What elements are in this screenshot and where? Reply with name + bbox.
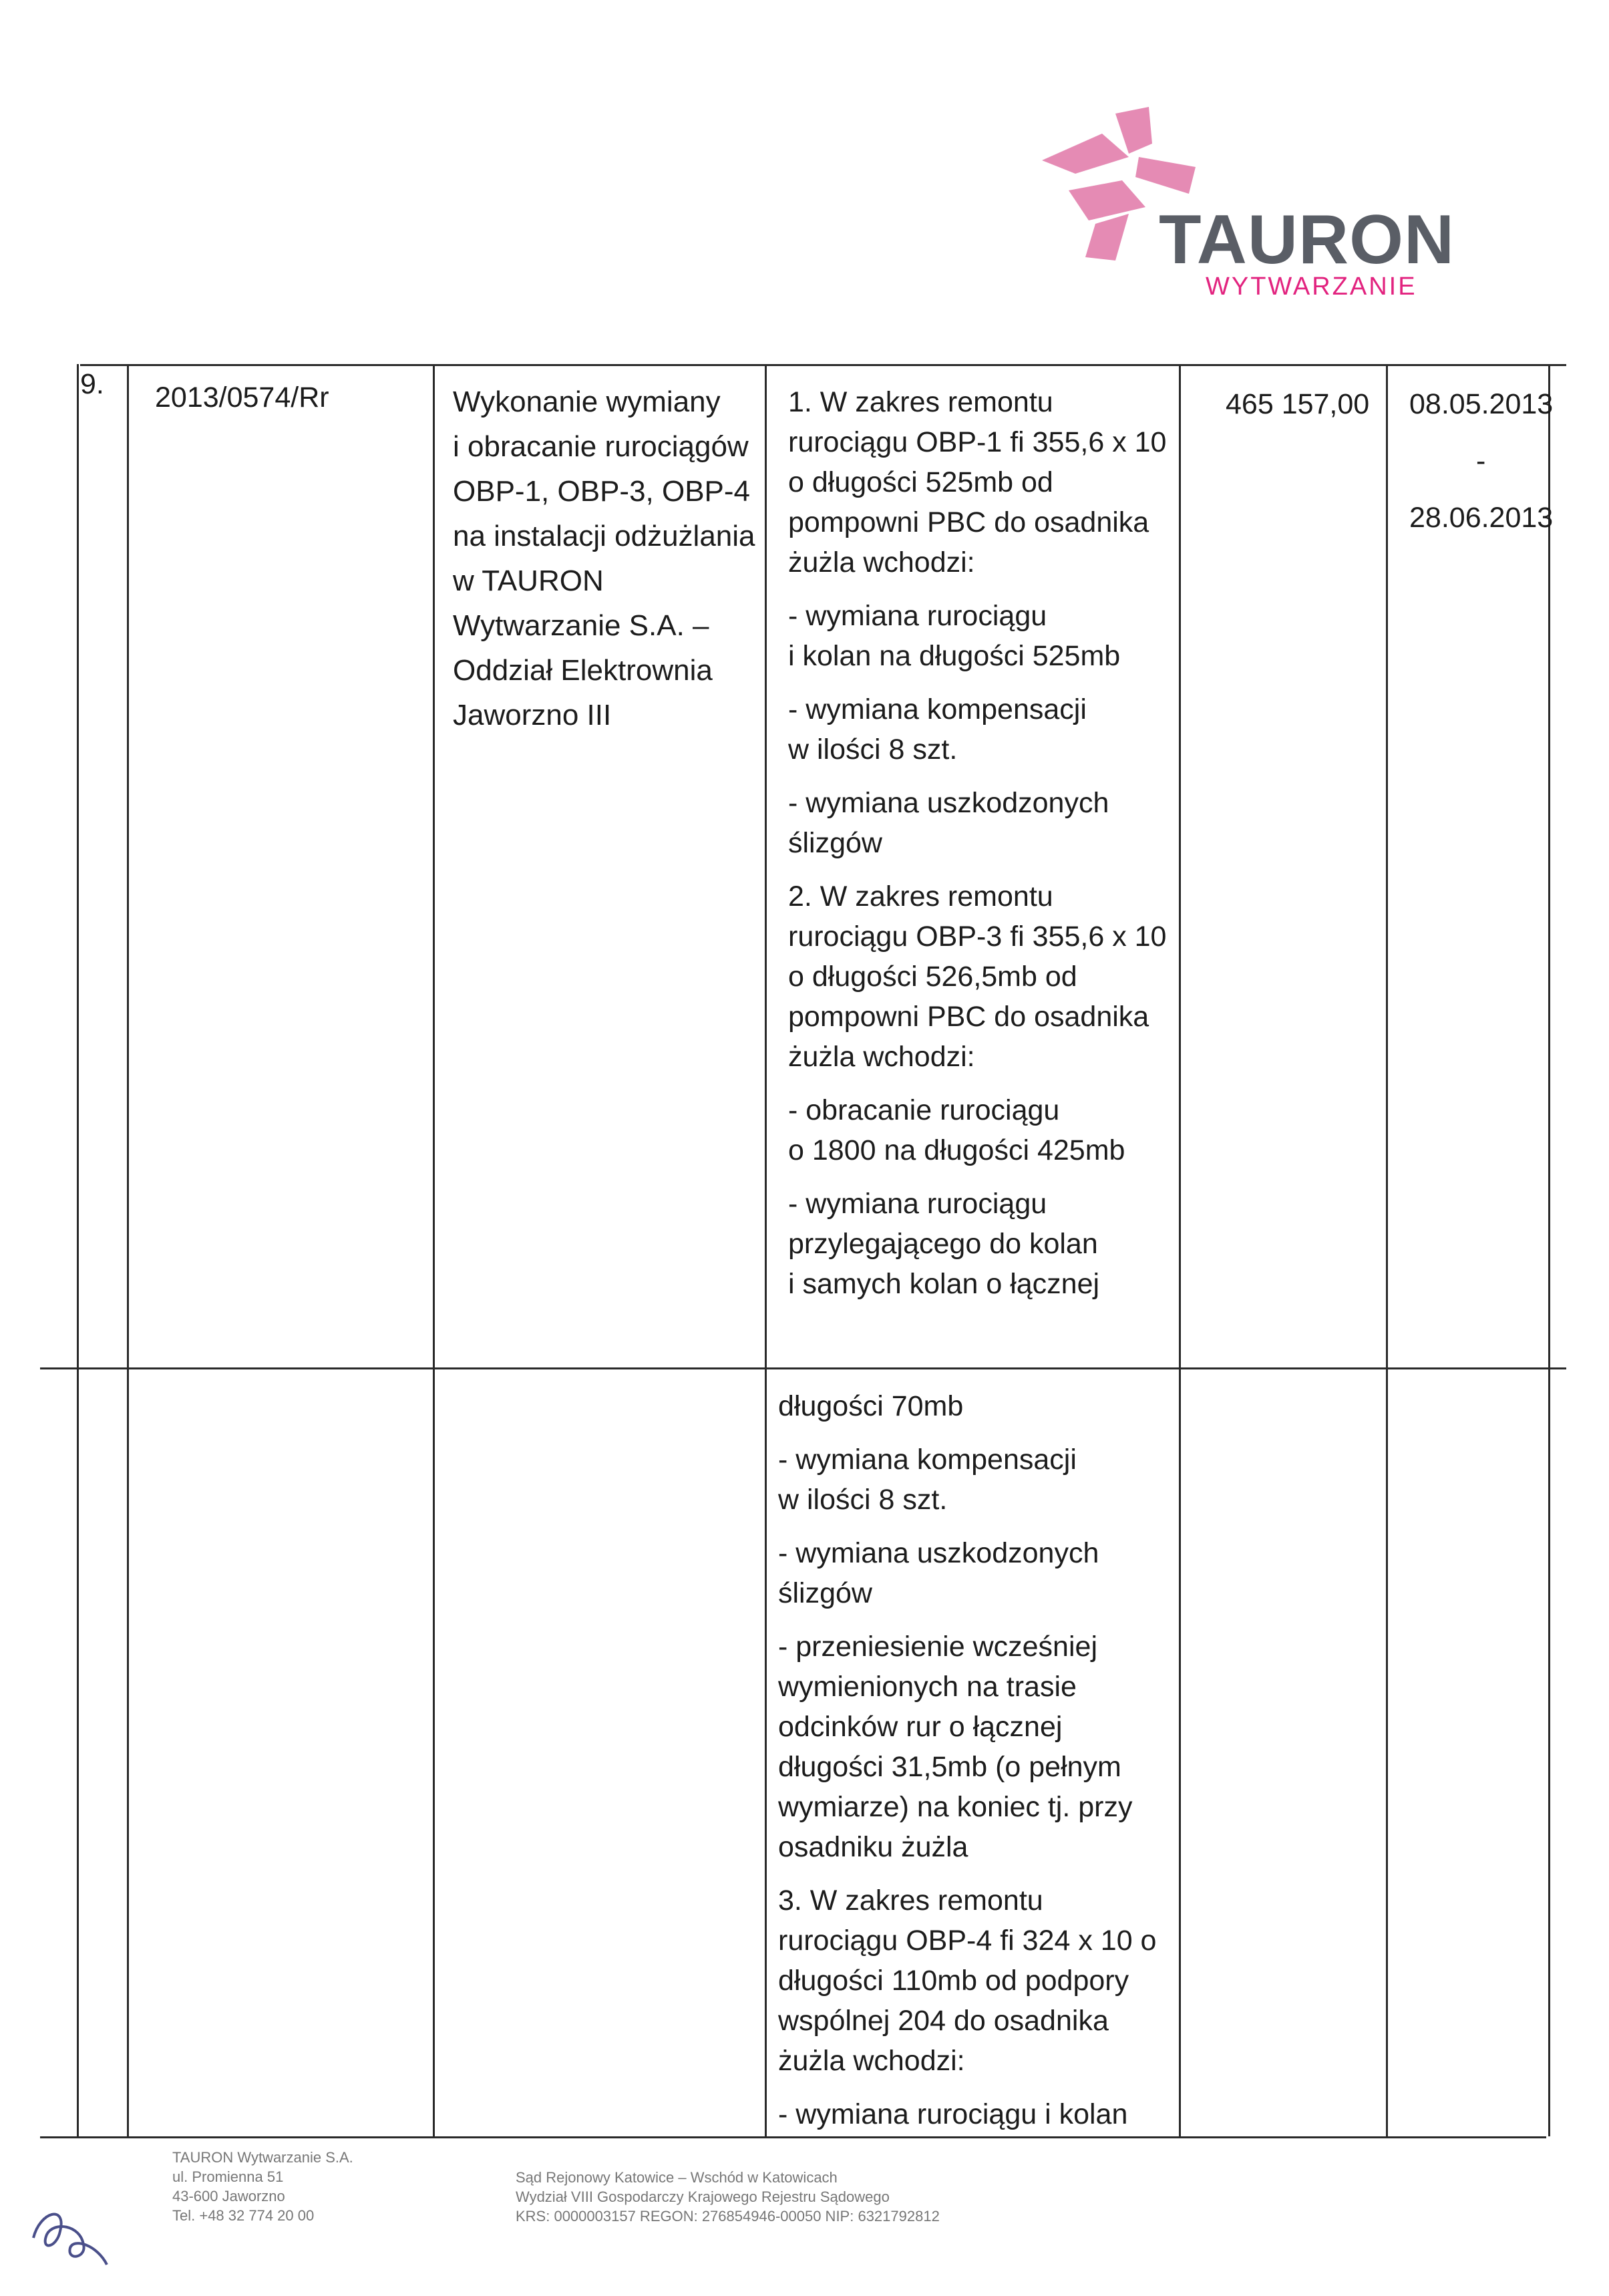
footer-company-address (172, 2148, 353, 2225)
brand-subtitle: WYTWARZANIE (1206, 273, 1417, 301)
scope-paragraph: - wymiana kompensacji w ilości 8 szt. (788, 693, 1087, 766)
col-border-4 (765, 364, 767, 2136)
subject-line: Wykonanie wymiany (453, 385, 721, 418)
subject-line: Oddział Elektrownia (453, 654, 713, 687)
col-border-3 (433, 364, 435, 2136)
subject-line: Jaworzno III (453, 699, 612, 731)
scope-paragraph: - przeniesienie wcześniej wymienionych na trasie odcinków rur o łącznej długości 31,5mb (o pełnym wymiarze) na koniec tj. przy osadniku żużla (778, 1631, 1133, 1863)
date-from: 08.05.2013 (1409, 388, 1554, 420)
scope-paragraph: - wymiana rurociągu i kolan na długości 525mb (788, 600, 1121, 672)
col-border-2 (127, 364, 129, 2136)
scope-cell-page2 (778, 1386, 1172, 2134)
scope-paragraph: 1. W zakres remontu rurociągu OBP-1 fi 355,6 x 10 o długości 525mb od pompowni PBC do osadnika żużla wchodzi: (788, 386, 1167, 579)
footer-line: Sąd Rejonowy Katowice – Wschód w Katowicach (516, 2169, 838, 2186)
scope-paragraph: - wymiana rurociągu przylegającego do kolan i samych kolan o łącznej (788, 1188, 1100, 1300)
brand-name: TAURON (1159, 201, 1455, 279)
footer-line: ul. Promienna 51 (172, 2168, 284, 2185)
subject-line: w TAURON (453, 564, 604, 597)
table-page-break-line (40, 1367, 1566, 1369)
row-number: 9. (80, 368, 104, 400)
subject-line: na instalacji odżużlania (453, 520, 755, 552)
subject-cell (453, 379, 760, 737)
scope-cell-page1 (788, 382, 1176, 1304)
date-separator: - (1476, 445, 1486, 477)
contract-number: 2013/0574/Rr (155, 381, 329, 414)
table-bottom-border (40, 2136, 1546, 2138)
footer-registry-info (516, 2168, 940, 2226)
footer-line: Tel. +48 32 774 20 00 (172, 2207, 315, 2224)
date-to: 28.06.2013 (1409, 502, 1554, 534)
col-border-5 (1179, 364, 1181, 2136)
col-border-1 (77, 364, 79, 2136)
scope-paragraph: - wymiana kompensacji w ilości 8 szt. (778, 1444, 1077, 1516)
scope-paragraph: - wymiana uszkodzonych ślizgów (788, 787, 1109, 859)
scope-paragraph: - wymiana rurociągu i kolan (778, 2098, 1128, 2130)
col-border-6 (1386, 364, 1388, 2136)
subject-line: OBP-1, OBP-3, OBP-4 (453, 475, 751, 508)
scope-paragraph: - wymiana uszkodzonych ślizgów (778, 1537, 1099, 1609)
col-border-7 (1548, 364, 1550, 2136)
scope-paragraph: - obracanie rurociągu o 1800 na długości 425mb (788, 1094, 1125, 1166)
scope-paragraph: 3. W zakres remontu rurociągu OBP-4 fi 324 x 10 o długości 110mb od podpory wspólnej 204 do osadnika żużla wchodzi: (778, 1884, 1157, 2077)
footer-line: KRS: 0000003157 REGON: 276854946-00050 NIP: 6321792812 (516, 2208, 940, 2225)
footer-line: 43-600 Jaworzno (172, 2188, 285, 2204)
contract-value: 465 157,00 (1226, 388, 1370, 420)
scope-paragraph: długości 70mb (778, 1390, 964, 1422)
footer-line: TAURON Wytwarzanie S.A. (172, 2149, 353, 2166)
scope-paragraph: 2. W zakres remontu rurociągu OBP-3 fi 355,6 x 10 o długości 526,5mb od pompowni PBC do osadnika żużla wchodzi: (788, 880, 1167, 1073)
footer-line: Wydział VIII Gospodarczy Krajowego Rejestru Sądowego (516, 2188, 890, 2205)
subject-line: i obracanie rurociągów (453, 430, 749, 463)
subject-line: Wytwarzanie S.A. – (453, 609, 709, 642)
signature-icon (20, 2198, 114, 2271)
table-top-border (80, 364, 1566, 366)
